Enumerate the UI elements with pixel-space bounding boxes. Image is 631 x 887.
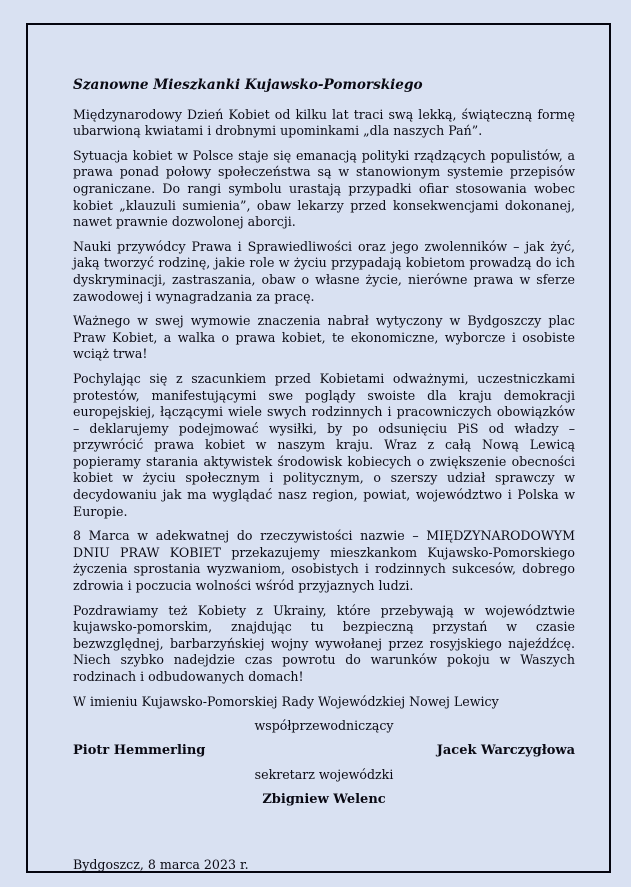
letter-paragraph-1: Międzynarodowy Dzień Kobiet od kilku lat traci swą lekką, świąteczną formę ubarwioną kwiatami i drobnymi upominkami „dla naszych Pań”. [73, 106, 575, 139]
place-date-line: Bydgoszcz, 8 marca 2023 r. [73, 856, 249, 872]
secretary-name: Zbigniew Welenc [262, 791, 386, 807]
letter-content [28, 25, 609, 873]
cochair-name-left: Piotr Hemmerling [73, 742, 206, 758]
letter-salutation: Szanowne Mieszkanki Kujawsko-Pomorskiego [73, 77, 423, 93]
secretary-title: sekretarz wojewódzki [254, 767, 394, 783]
letter-border-frame [26, 23, 611, 873]
letter-paragraph-5: Pochylając się z szacunkiem przed Kobietami odważnymi, uczestniczkami protestów, manifestującymi swe poglądy swoiste dla kraju demokracji europejskiej, łączącymi wiele swych rodzinnych i pracowniczych obowiązków – deklarujemy podejmować wysiłki, by po odsunięciu PiS od władzy – przywrócić prawa kobiet w naszym kraju. Wraz z całą Nową Lewicą popieramy starania aktywistek środowisk kobiecych o zwiększenie obecności kobiet w życiu społecznym i politycznym, o szerszy udział sprawczy w decydowaniu jak ma wyglądać nasz region, powiat, województwo i Polska w Europie. [73, 370, 575, 519]
cochair-names-row [73, 743, 575, 760]
cochair-name-right: Jacek Warczygłowa [436, 742, 575, 758]
signature-on-behalf-line: W imieniu Kujawsko-Pomorskiej Rady Wojewódzkiej Nowej Lewicy [73, 693, 499, 709]
letter-paragraph-7: Pozdrawiamy też Kobiety z Ukrainy, które przebywają w województwie kujawsko-pomorskim, znajdując tu bezpieczną przystań w czasie bezwzględnej, barbarzyńskiej wojny wywołanej przez rosyjskiego najeźdźcę. Niech szybko nadejdzie czas powrotu do warunków pokoju w Waszych rodzinach i odbudowanych domach! [73, 602, 575, 684]
cochair-title: współprzewodniczący [254, 718, 394, 734]
letter-paragraph-3: Nauki przywódcy Prawa i Sprawiedliwości oraz jego zwolenników – jak żyć, jaką tworzyć rodzinę, jakie role w życiu przypadają kobietom prowadzą do ich dyskryminacji, zastraszania, obaw o własne życie, nierówne prawa w sferze zawodowej i wynagradzania za pracę. [73, 238, 575, 304]
letter-paragraph-4: Ważnego w swej wymowie znaczenia nabrał wytyczony w Bydgoszczy plac Praw Kobiet, a walka o prawa kobiet, te ekonomiczne, wyborcze i osobiste wciąż trwa! [73, 313, 575, 362]
letter-paragraph-2: Sytuacja kobiet w Polsce staje się emanacją polityki rządzących populistów, a prawa ponad połowy społeczeństwa są w stanowionym systemie przepisów ograniczane. Do rangi symbolu urastają przypadki ofiar stosowania wobec kobiet „klauzuli sumienia”, obaw lekarzy przed konsekwencjami dokonanej, nawet prawnie dozwolonej aborcji. [73, 147, 575, 230]
letter-paragraph-6: 8 Marca w adekwatnej do rzeczywistości nazwie – MIĘDZYNARODOWYM DNIU PRAW KOBIET przekazujemy mieszkankom Kujawsko-Pomorskiego życzenia sprostania wyzwaniom, osobistych i rodzinnych sukcesów, dobrego zdrowia i poczucia wolności wśród przyjaznych ludzi. [73, 528, 575, 594]
